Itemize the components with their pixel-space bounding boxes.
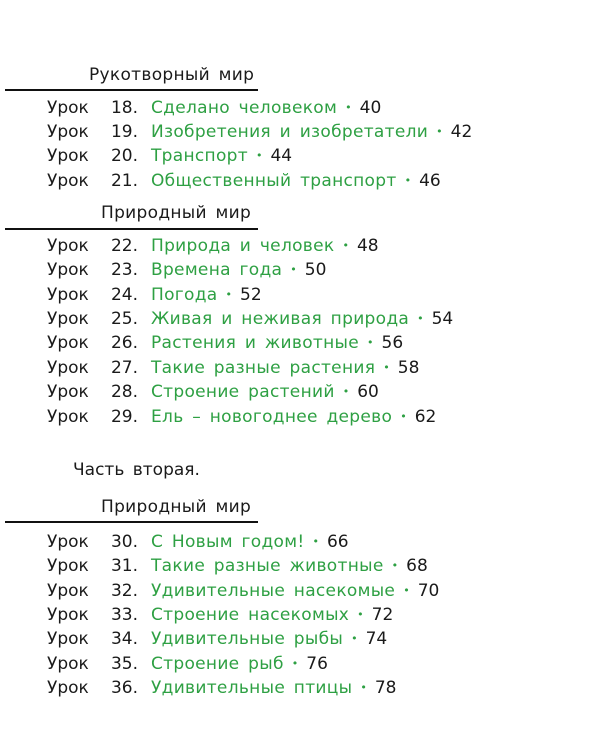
separator-dot: • — [360, 681, 367, 694]
lesson-number: 30. — [110, 532, 138, 552]
lesson-title: Такие разные растения — [151, 358, 376, 378]
separator-dot: • — [367, 336, 374, 349]
lesson-number: 35. — [110, 654, 138, 674]
page-number: 40 — [359, 98, 382, 118]
lesson-title: Удивительные птицы — [151, 678, 353, 698]
lesson-title: Строение насекомых — [151, 605, 350, 625]
lesson-word: Урок — [47, 171, 89, 191]
section-rule — [5, 521, 258, 523]
page-number: 42 — [450, 122, 473, 142]
lesson-word: Урок — [47, 285, 89, 305]
lesson-number: 18. — [110, 98, 138, 118]
part-title: Часть вторая. — [73, 460, 200, 480]
lesson-number: 24. — [110, 285, 138, 305]
lesson-number: 34. — [110, 629, 138, 649]
separator-dot: • — [357, 608, 364, 621]
lesson-title: Транспорт — [151, 146, 248, 166]
toc-entry[interactable] — [47, 170, 441, 192]
lesson-title: Ель – новогоднее дерево — [151, 407, 393, 427]
lesson-word: Урок — [47, 260, 89, 280]
separator-dot: • — [342, 385, 350, 398]
lesson-title: Времена года — [151, 260, 283, 280]
lesson-word: Урок — [47, 654, 89, 674]
lesson-word: Урок — [47, 532, 89, 552]
toc-entry[interactable] — [47, 628, 387, 650]
page-number: 62 — [414, 407, 437, 427]
toc-entry[interactable] — [47, 653, 328, 675]
lesson-title: Такие разные животные — [151, 556, 384, 576]
section-rule — [5, 89, 258, 91]
separator-dot: • — [351, 632, 358, 645]
page-number: 46 — [419, 171, 441, 191]
page-number: 60 — [357, 382, 379, 402]
toc-entry[interactable] — [47, 406, 436, 428]
toc-entry[interactable] — [47, 235, 379, 257]
page-number: 74 — [365, 629, 388, 649]
page-number: 78 — [374, 678, 397, 698]
lesson-title: Погода — [151, 285, 218, 305]
page-number: 50 — [304, 260, 327, 280]
lesson-word: Урок — [47, 309, 89, 329]
lesson-word: Урок — [47, 333, 89, 353]
page-number: 72 — [371, 605, 394, 625]
toc-entry[interactable] — [47, 531, 349, 553]
separator-dot: • — [383, 361, 390, 374]
lesson-word: Урок — [47, 146, 89, 166]
lesson-word: Урок — [47, 236, 89, 256]
lesson-number: 32. — [110, 581, 138, 601]
page-number: 70 — [417, 581, 440, 601]
separator-dot: • — [391, 559, 399, 572]
page-number: 48 — [356, 236, 379, 256]
separator-dot: • — [403, 584, 410, 597]
toc-entry[interactable] — [47, 677, 396, 699]
toc-entry[interactable] — [47, 357, 419, 379]
lesson-word: Урок — [47, 382, 89, 402]
lesson-title: Удивительные рыбы — [151, 629, 344, 649]
lesson-title: С Новым годом! — [151, 532, 305, 552]
lesson-number: 26. — [110, 333, 138, 353]
lesson-title: Сделано человеком — [151, 98, 338, 118]
lesson-title: Растения и животные — [151, 333, 360, 353]
lesson-title: Природа и человек — [151, 236, 335, 256]
toc-entry[interactable] — [47, 604, 393, 626]
lesson-word: Урок — [47, 581, 89, 601]
lesson-word: Урок — [47, 358, 89, 378]
section-heading: Рукотворный мир — [89, 65, 255, 85]
lesson-number: 25. — [110, 309, 138, 329]
lesson-number: 28. — [110, 382, 138, 402]
lesson-word: Урок — [47, 407, 89, 427]
lesson-number: 22. — [110, 236, 138, 256]
toc-entry[interactable] — [47, 308, 453, 330]
page-number: 58 — [397, 358, 420, 378]
lesson-number: 29. — [110, 407, 138, 427]
separator-dot: • — [436, 125, 443, 138]
lesson-number: 20. — [110, 146, 138, 166]
lesson-number: 31. — [110, 556, 138, 576]
lesson-title: Строение рыб — [151, 654, 284, 674]
section-heading: Природный мир — [101, 203, 252, 223]
separator-dot: • — [400, 410, 407, 423]
page-number: 76 — [306, 654, 328, 674]
lesson-number: 19. — [110, 122, 138, 142]
page-number: 52 — [240, 285, 262, 305]
page-number: 68 — [406, 556, 428, 576]
toc-entry[interactable] — [47, 145, 292, 167]
separator-dot: • — [291, 657, 299, 670]
lesson-number: 33. — [110, 605, 138, 625]
lesson-title: Общественный транспорт — [151, 171, 397, 191]
toc-entry[interactable] — [47, 259, 326, 281]
lesson-word: Урок — [47, 122, 89, 142]
separator-dot: • — [404, 174, 412, 187]
separator-dot: • — [342, 239, 349, 252]
separator-dot: • — [255, 149, 263, 162]
toc-entry[interactable] — [47, 580, 439, 602]
page-number: 56 — [381, 333, 404, 353]
separator-dot: • — [417, 312, 424, 325]
lesson-word: Урок — [47, 678, 89, 698]
lesson-title: Живая и неживая природа — [151, 309, 410, 329]
lesson-title: Строение растений — [151, 382, 335, 402]
lesson-word: Урок — [47, 629, 89, 649]
lesson-number: 23. — [110, 260, 138, 280]
toc-entry[interactable] — [47, 284, 262, 306]
lesson-word: Урок — [47, 605, 89, 625]
toc-entry[interactable] — [47, 555, 428, 577]
section-heading: Природный мир — [101, 497, 252, 517]
lesson-number: 36. — [110, 678, 138, 698]
lesson-number: 27. — [110, 358, 138, 378]
separator-dot: • — [225, 288, 232, 301]
toc-entry[interactable] — [47, 332, 403, 354]
toc-entry[interactable] — [47, 121, 472, 143]
section-rule — [5, 228, 258, 230]
lesson-title: Изобретения и изобретатели — [151, 122, 429, 142]
lesson-word: Урок — [47, 98, 89, 118]
lesson-word: Урок — [47, 556, 89, 576]
toc-entry[interactable] — [47, 97, 381, 119]
page-number: 66 — [326, 532, 349, 552]
lesson-number: 21. — [110, 171, 138, 191]
toc-entry[interactable] — [47, 381, 379, 403]
separator-dot: • — [312, 535, 319, 548]
page-number: 54 — [431, 309, 454, 329]
separator-dot: • — [345, 101, 352, 114]
separator-dot: • — [290, 263, 297, 276]
lesson-title: Удивительные насекомые — [151, 581, 396, 601]
page-number: 44 — [270, 146, 293, 166]
